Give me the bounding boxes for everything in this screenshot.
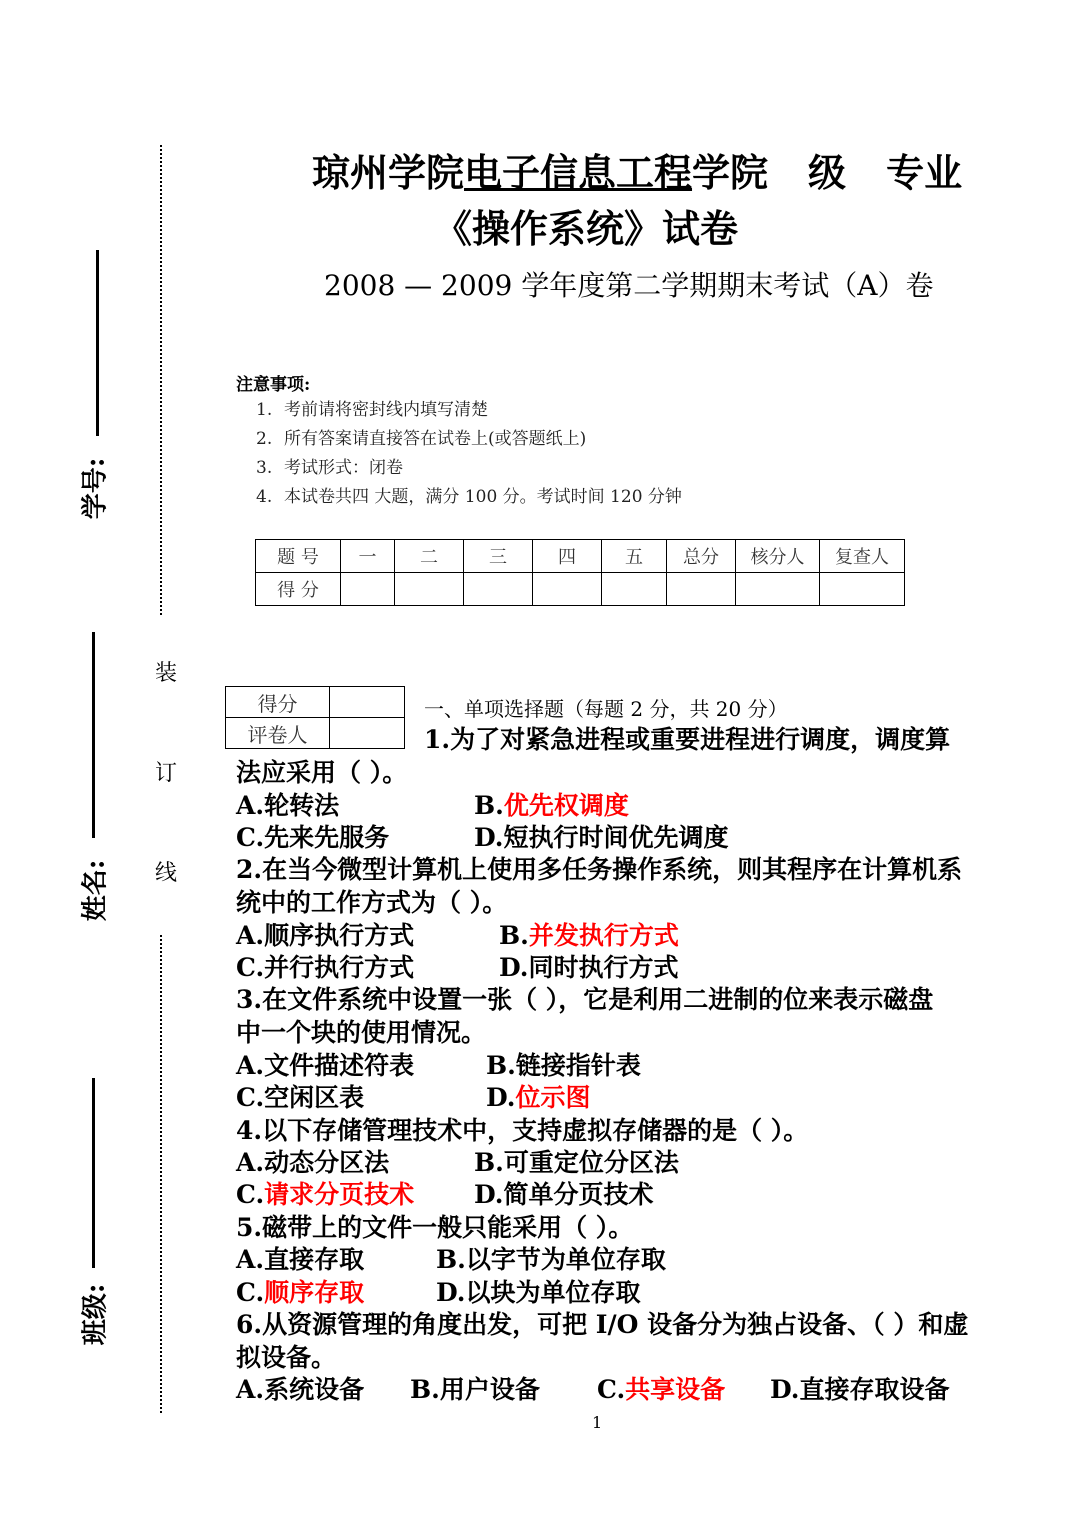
option-a[interactable]: A.直接存取 xyxy=(236,1245,365,1274)
score-header-cell: 三 xyxy=(464,540,533,573)
option-c[interactable]: C.共享设备 xyxy=(597,1375,726,1404)
score-input-cell[interactable] xyxy=(667,573,736,606)
option-c[interactable]: C.空闲区表 xyxy=(236,1083,365,1112)
score-header-cell: 五 xyxy=(602,540,667,573)
score-table-header-row xyxy=(256,540,905,573)
question-stem: 统中的工作方式为（ ）。 xyxy=(236,888,508,917)
option-d[interactable]: D.以块为单位存取 xyxy=(436,1278,641,1307)
option-b[interactable]: B.优先权调度 xyxy=(474,791,629,820)
question-stem: 6.从资源管理的角度出发，可把 I/O 设备分为独占设备、（ ）和虚 xyxy=(236,1310,969,1339)
exam-term: 2008 — 2009 学年度第二学期期末考试（A）卷 xyxy=(324,269,934,302)
class-label: 班级: xyxy=(80,1283,111,1346)
name-blank xyxy=(92,632,95,838)
grader-box xyxy=(225,686,405,749)
major-label: 专业 xyxy=(886,150,963,195)
grade-label: 级 xyxy=(808,150,847,195)
option-a[interactable]: A.顺序执行方式 xyxy=(236,921,415,950)
option-b[interactable]: B.并发执行方式 xyxy=(499,921,679,950)
seal-line-dotted-top xyxy=(160,145,162,615)
option-c[interactable]: C.请求分页技术 xyxy=(236,1180,415,1209)
student-id-blank xyxy=(96,250,99,436)
score-header-cell: 一 xyxy=(341,540,395,573)
option-b[interactable]: B.以字节为单位存取 xyxy=(436,1245,666,1274)
option-d[interactable]: D.简单分页技术 xyxy=(474,1180,654,1209)
score-header-cell: 核分人 xyxy=(736,540,820,573)
exam-title: 《操作系统》试卷 xyxy=(434,206,739,251)
score-header-cell: 四 xyxy=(533,540,602,573)
name-label: 姓名: xyxy=(80,859,111,922)
score-header-cell: 总分 xyxy=(667,540,736,573)
option-c[interactable]: C.顺序存取 xyxy=(236,1278,365,1307)
option-d[interactable]: D.短执行时间优先调度 xyxy=(474,823,729,852)
notes-title: 注意事项: xyxy=(236,375,311,395)
option-d[interactable]: D.直接存取设备 xyxy=(770,1375,950,1404)
option-a[interactable]: A.动态分区法 xyxy=(236,1148,390,1177)
question-stem: 中一个块的使用情况。 xyxy=(236,1018,487,1047)
question-stem: 5.磁带上的文件一般只能采用（ ）。 xyxy=(236,1213,634,1242)
score-header-cell: 复查人 xyxy=(820,540,905,573)
grader-score-cell[interactable] xyxy=(330,687,405,718)
question-stem: 1.为了对紧急进程或重要进程进行调度，调度算 xyxy=(424,725,951,754)
option-a[interactable]: A.轮转法 xyxy=(236,791,340,820)
question-stem: 2.在当今微型计算机上使用多任务操作系统，则其程序在计算机系 xyxy=(236,855,963,884)
option-b[interactable]: B.用户设备 xyxy=(410,1375,540,1404)
question-stem: 4.以下存储管理技术中，支持虚拟存储器的是（ ）。 xyxy=(236,1116,809,1145)
bind-char-ding: 订 xyxy=(155,761,178,786)
question-stem: 拟设备。 xyxy=(236,1343,337,1372)
score-row-label: 得 分 xyxy=(256,573,341,606)
notes-list xyxy=(256,396,682,512)
score-table xyxy=(255,539,905,606)
exam-header-school xyxy=(312,142,962,197)
option-d[interactable]: D.位示图 xyxy=(486,1083,591,1112)
option-c[interactable]: C.并行执行方式 xyxy=(236,953,415,982)
department-suffix: 学院 xyxy=(692,150,769,195)
score-input-cell[interactable] xyxy=(602,573,667,606)
option-b[interactable]: B.链接指针表 xyxy=(486,1051,641,1080)
note-item: 4. 本试卷共四 大题，满分 100 分。考试时间 120 分钟 xyxy=(256,487,682,507)
option-c[interactable]: C.先来先服务 xyxy=(236,823,390,852)
score-header-cell: 题 号 xyxy=(256,540,341,573)
bind-char-zhuang: 装 xyxy=(155,661,178,686)
department-name: 电子信息工程 xyxy=(464,150,693,195)
grader-score-label: 得分 xyxy=(226,687,330,718)
option-a[interactable]: A.文件描述符表 xyxy=(236,1051,415,1080)
note-item: 3. 考试形式：闭卷 xyxy=(256,458,403,478)
score-header-cell: 二 xyxy=(395,540,464,573)
option-a[interactable]: A.系统设备 xyxy=(236,1375,365,1404)
score-input-cell[interactable] xyxy=(533,573,602,606)
score-input-cell[interactable] xyxy=(820,573,905,606)
note-item: 2. 所有答案请直接答在试卷上(或答题纸上) xyxy=(256,429,587,449)
grader-name-label: 评卷人 xyxy=(226,718,330,749)
score-input-cell[interactable] xyxy=(736,573,820,606)
note-item: 1. 考前请将密封线内填写清楚 xyxy=(256,400,488,420)
score-table-score-row xyxy=(256,573,905,606)
score-input-cell[interactable] xyxy=(395,573,464,606)
option-b[interactable]: B.可重定位分区法 xyxy=(474,1148,679,1177)
grader-name-cell[interactable] xyxy=(330,718,405,749)
question-stem: 法应采用（ ）。 xyxy=(236,758,408,787)
class-blank xyxy=(92,1078,95,1268)
option-d[interactable]: D.同时执行方式 xyxy=(499,953,679,982)
school-name: 琼州学院 xyxy=(312,150,465,195)
score-input-cell[interactable] xyxy=(464,573,533,606)
bind-char-xian: 线 xyxy=(155,861,178,886)
page-number: 1 xyxy=(592,1413,603,1432)
score-input-cell[interactable] xyxy=(341,573,395,606)
section-title: 一、单项选择题（每题 2 分，共 20 分） xyxy=(424,697,788,721)
seal-line-dotted-bottom xyxy=(160,935,162,1413)
question-stem: 3.在文件系统中设置一张（ ），它是利用二进制的位来表示磁盘 xyxy=(236,985,934,1014)
student-id-label: 学号: xyxy=(80,457,111,520)
